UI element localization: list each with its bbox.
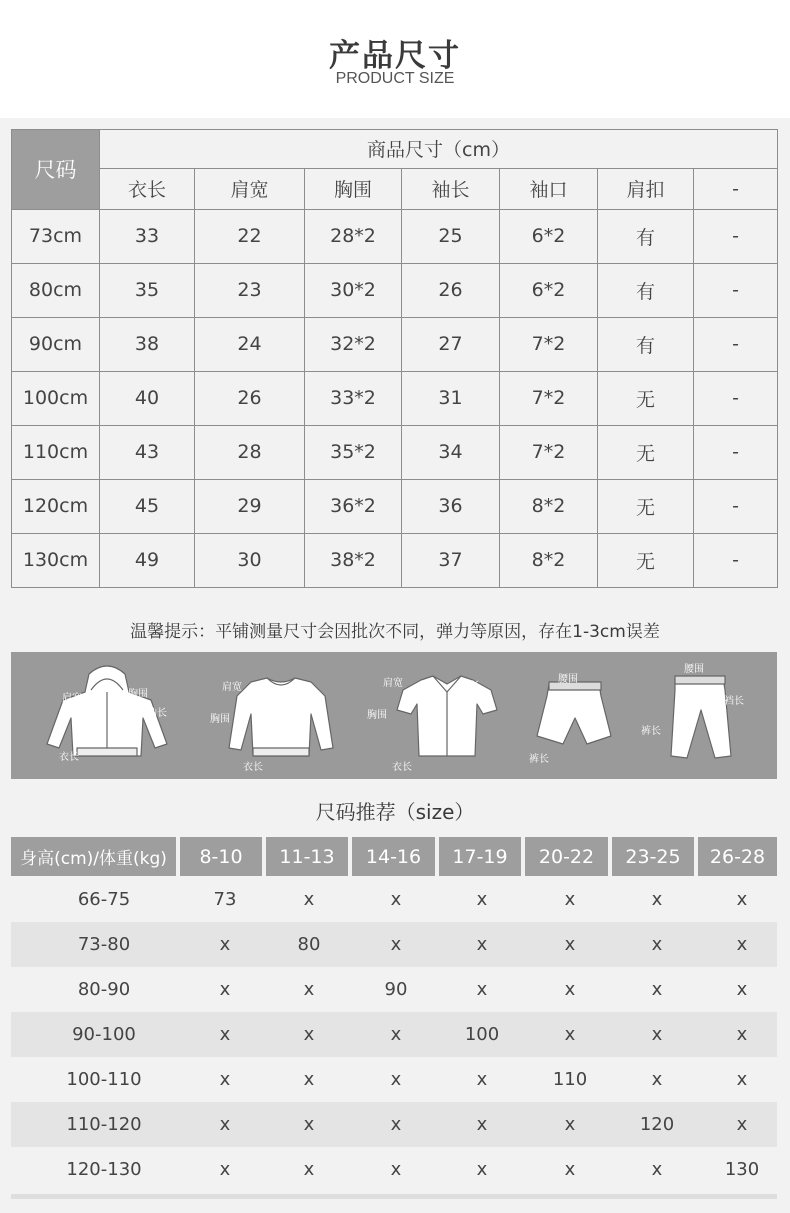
diagram-label: 衣长 [243, 762, 263, 773]
recommend-row [11, 1102, 777, 1147]
measurement-tip: 温馨提示：平铺测量尺寸会因批次不同，弹力等原因，存在1-3cm误差 [130, 622, 660, 642]
recommend-cell: x [736, 979, 748, 1000]
size-cell: 无 [598, 371, 694, 425]
size-cell: 22 [195, 209, 305, 263]
size-cell: 6*2 [500, 263, 598, 317]
recommend-cell: x [476, 1114, 488, 1135]
recommend-cell: 100 [464, 1024, 500, 1045]
size-col-header: 袖口 [500, 168, 598, 209]
recommend-cell: x [564, 1159, 576, 1180]
size-cell: - [694, 371, 778, 425]
diagram-label: 肩宽 [383, 678, 403, 689]
recommend-row [11, 877, 777, 922]
size-cell: 30 [195, 533, 305, 587]
page-title: 产品尺寸 [329, 38, 461, 74]
recommend-cell: x [564, 889, 576, 910]
size-row-label: 100cm [12, 371, 100, 425]
recommend-height: 100-110 [66, 1069, 142, 1090]
recommend-cell: x [303, 889, 315, 910]
size-cell: 26 [195, 371, 305, 425]
diagram-label: 肩宽 [62, 693, 82, 704]
recommend-cell: x [651, 979, 663, 1000]
recommend-header-first: 身高(cm)/体重(kg) [11, 837, 176, 876]
size-group-header: 商品尺寸（cm） [100, 130, 778, 169]
recommend-cell: x [736, 889, 748, 910]
size-cell: 34 [402, 425, 500, 479]
recommend-cell: x [390, 1114, 402, 1135]
diagram-label: 裤长 [641, 726, 661, 737]
recommend-header-weight: 17-19 [439, 837, 521, 876]
recommend-cell: x [390, 1159, 402, 1180]
recommend-header-weight: 26-28 [698, 837, 777, 876]
recommend-header-weight: 11-13 [266, 837, 348, 876]
recommend-cell: 80 [297, 934, 321, 955]
size-cell: 有 [598, 317, 694, 371]
size-cell: 无 [598, 479, 694, 533]
size-cell: 37 [402, 533, 500, 587]
recommend-cell: x [476, 1069, 488, 1090]
size-cell: 7*2 [500, 425, 598, 479]
size-cell: - [694, 533, 778, 587]
size-cell: 8*2 [500, 533, 598, 587]
size-column-header: 尺码 [12, 130, 100, 210]
recommend-cell: x [651, 1069, 663, 1090]
size-cell: - [694, 425, 778, 479]
size-cell: 有 [598, 263, 694, 317]
page-subtitle: PRODUCT SIZE [335, 70, 455, 87]
recommend-cell: x [476, 934, 488, 955]
recommend-height: 90-100 [72, 1024, 136, 1045]
recommend-height: 120-130 [66, 1159, 142, 1180]
recommend-cell: x [651, 934, 663, 955]
size-cell: 33*2 [305, 371, 402, 425]
size-row [12, 317, 778, 371]
size-cell: 6*2 [500, 209, 598, 263]
diagram-label: 裤长 [529, 754, 549, 765]
size-row [12, 425, 778, 479]
recommend-cell: x [303, 1159, 315, 1180]
size-cell: 40 [100, 371, 195, 425]
recommend-cell: x [219, 1024, 231, 1045]
recommend-cell: x [736, 1114, 748, 1135]
recommend-height: 110-120 [66, 1114, 142, 1135]
diagram-label: 衣长 [392, 762, 412, 773]
size-cell: 27 [402, 317, 500, 371]
size-cell: 26 [402, 263, 500, 317]
recommend-header-weight: 8-10 [180, 837, 262, 876]
recommend-cell: x [564, 979, 576, 1000]
recommend-cell: x [219, 1114, 231, 1135]
size-cell: 24 [195, 317, 305, 371]
size-col-header: - [694, 168, 778, 209]
recommend-cell: x [303, 1114, 315, 1135]
recommend-cell: x [219, 934, 231, 955]
page-header [0, 0, 790, 118]
size-cell: 35*2 [305, 425, 402, 479]
diagram-label: 腰围 [558, 674, 578, 685]
size-row-label: 130cm [12, 533, 100, 587]
size-row [12, 209, 778, 263]
recommend-header-weight: 23-25 [612, 837, 694, 876]
size-cell: - [694, 317, 778, 371]
size-cell: 38 [100, 317, 195, 371]
size-cell: 25 [402, 209, 500, 263]
size-cell: 30*2 [305, 263, 402, 317]
size-cell: 33 [100, 209, 195, 263]
recommend-cell: 90 [384, 979, 408, 1000]
size-cell: 31 [402, 371, 500, 425]
recommend-cell: x [736, 934, 748, 955]
shirt-illustration [397, 676, 497, 756]
recommend-height: 73-80 [77, 934, 131, 955]
size-col-header: 肩扣 [598, 168, 694, 209]
recommend-title: 尺码推荐（size） [315, 800, 475, 824]
diagram-label: 胸围 [210, 714, 230, 725]
recommend-cell: x [303, 979, 315, 1000]
size-cell: 29 [195, 479, 305, 533]
footer-divider [11, 1194, 777, 1199]
recommend-cell: x [651, 1024, 663, 1045]
size-cell: 7*2 [500, 371, 598, 425]
recommend-cell: x [651, 889, 663, 910]
size-row [12, 263, 778, 317]
size-cell: 28*2 [305, 209, 402, 263]
diagram-label: 胸围 [367, 710, 387, 721]
sweater-illustration [229, 678, 333, 756]
garment-diagram [11, 652, 777, 779]
recommend-row [11, 1147, 777, 1192]
recommend-cell: x [736, 1024, 748, 1045]
shorts-illustration [537, 682, 611, 744]
recommend-cell: x [303, 1069, 315, 1090]
size-cell: 38*2 [305, 533, 402, 587]
size-cell: 有 [598, 209, 694, 263]
diagram-label: 袖长 [303, 701, 323, 712]
recommend-row [11, 922, 777, 967]
size-row-label: 120cm [12, 479, 100, 533]
size-cell: 无 [598, 533, 694, 587]
recommend-header-weight: 14-16 [352, 837, 435, 876]
size-table [11, 129, 778, 588]
recommend-cell: x [476, 889, 488, 910]
recommend-cell: x [564, 1114, 576, 1135]
diagram-label: 衣长 [59, 752, 79, 763]
diagram-label: 裆长 [724, 696, 744, 707]
recommend-cell: x [390, 1024, 402, 1045]
size-cell: 36*2 [305, 479, 402, 533]
size-row-label: 80cm [12, 263, 100, 317]
size-col-header: 衣长 [100, 168, 195, 209]
diagram-label: 胸围 [128, 689, 148, 700]
size-cell: 28 [195, 425, 305, 479]
recommend-cell: x [651, 1159, 663, 1180]
recommend-cell: x [736, 1069, 748, 1090]
recommend-cell: x [564, 934, 576, 955]
pants-illustration [671, 676, 731, 758]
diagram-label: 袖长 [147, 708, 167, 719]
recommend-cell: x [303, 1024, 315, 1045]
size-cell: 无 [598, 425, 694, 479]
recommend-row [11, 1057, 777, 1102]
recommend-header-weight: 20-22 [525, 837, 608, 876]
size-cell: 36 [402, 479, 500, 533]
size-cell: 23 [195, 263, 305, 317]
recommend-cell: x [564, 1024, 576, 1045]
recommend-row [11, 1012, 777, 1057]
recommend-cell: 73 [213, 889, 237, 910]
size-row [12, 371, 778, 425]
diagram-label: 腰围 [684, 664, 704, 675]
size-row-label: 90cm [12, 317, 100, 371]
size-cell: - [694, 263, 778, 317]
recommend-cell: x [390, 934, 402, 955]
size-cell: 43 [100, 425, 195, 479]
recommend-cell: x [390, 1069, 402, 1090]
recommend-height: 80-90 [77, 979, 131, 1000]
size-col-header: 胸围 [305, 168, 402, 209]
size-cell: 8*2 [500, 479, 598, 533]
size-cell: 7*2 [500, 317, 598, 371]
size-row-label: 110cm [12, 425, 100, 479]
size-cell: - [694, 479, 778, 533]
recommend-row [11, 967, 777, 1012]
size-cell: 32*2 [305, 317, 402, 371]
size-col-header: 肩宽 [195, 168, 305, 209]
recommend-height: 66-75 [77, 889, 131, 910]
size-cell: 45 [100, 479, 195, 533]
recommend-cell: 110 [552, 1069, 588, 1090]
diagram-label: 袖长 [460, 681, 480, 692]
recommend-cell: x [219, 979, 231, 1000]
size-col-header: 袖长 [402, 168, 500, 209]
diagram-label: 肩宽 [222, 682, 242, 693]
size-cell: - [694, 209, 778, 263]
recommend-cell: 120 [639, 1114, 675, 1135]
recommend-cell: x [476, 1159, 488, 1180]
recommend-cell: x [219, 1159, 231, 1180]
recommend-cell: x [219, 1069, 231, 1090]
size-cell: 35 [100, 263, 195, 317]
size-row-label: 73cm [12, 209, 100, 263]
size-row [12, 533, 778, 587]
recommend-cell: x [390, 889, 402, 910]
recommend-cell: 130 [724, 1159, 760, 1180]
size-row [12, 479, 778, 533]
recommend-cell: x [476, 979, 488, 1000]
size-cell: 49 [100, 533, 195, 587]
